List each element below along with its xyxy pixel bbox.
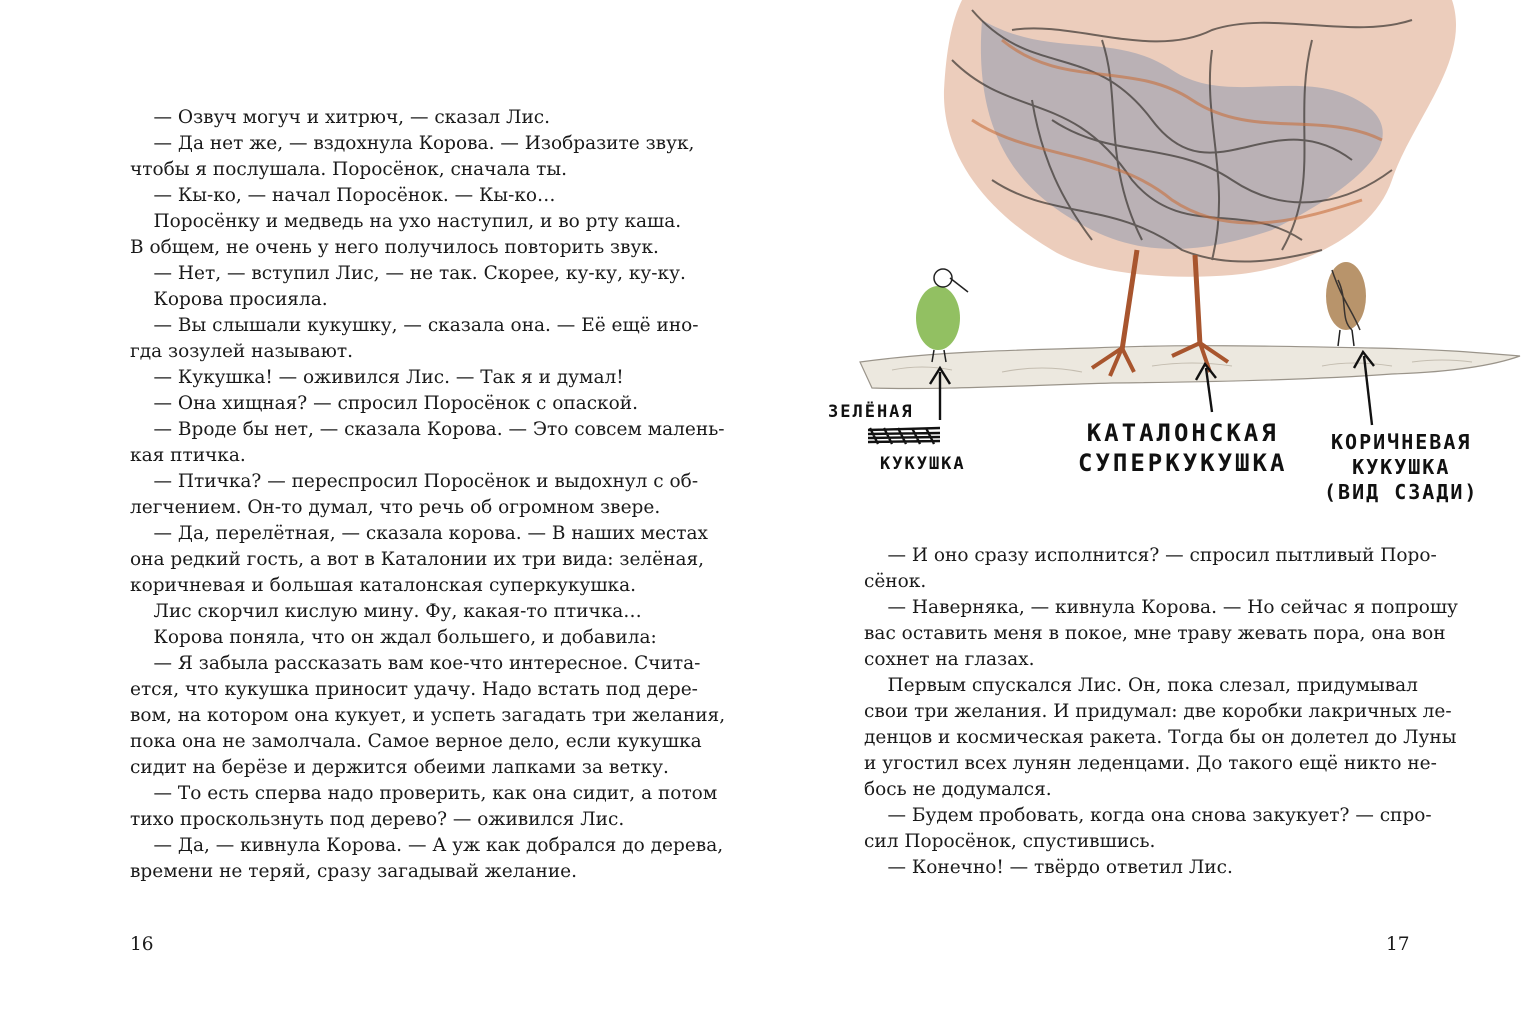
text-line: ется, что кукушка приносит удачу. Надо встать под дере-	[130, 679, 698, 700]
label-brown-cuckoo: КОРИЧНЕВАЯ КУКУШКА (ВИД СЗАДИ)	[1324, 430, 1479, 504]
right-page-text	[864, 543, 1458, 881]
text-line: легчением. Он-то думал, что речь об огромном звере.	[130, 497, 661, 518]
text-line: — Вы слышали кукушку, — сказала она. — Её ещё ино-	[130, 315, 699, 336]
text-line: тихо проскользнуть под дерево? — оживился Лис.	[130, 809, 625, 830]
text-line: кая птичка.	[130, 445, 246, 466]
text-line: В общем, не очень у него получилось повторить звук.	[130, 237, 659, 258]
page-number-right: 17	[1386, 934, 1410, 955]
text-line: и угостил всех лунян леденцами. До такого ещё никто не-	[864, 753, 1437, 774]
brown-cuckoo	[1326, 262, 1366, 346]
text-line: свои три желания. И придумал: две коробки лакричных ле-	[864, 701, 1452, 722]
text-line: — Вроде бы нет, — сказала Корова. — Это совсем малень-	[130, 419, 725, 440]
text-line: коричневая и большая каталонская суперкукушка.	[130, 575, 636, 596]
text-line: — Птичка? — переспросил Поросёнок и выдохнул с об-	[130, 471, 699, 492]
text-line: гда зозулей называют.	[130, 341, 353, 362]
text-line: вом, на котором она кукует, и успеть загадать три желания,	[130, 705, 726, 726]
text-line: Поросёнку и медведь на ухо наступил, и во рту каша.	[130, 211, 682, 232]
text-line: Лис скорчил кислую мину. Фу, какая-то птичка…	[130, 601, 642, 622]
text-line: — Да нет же, — вздохнула Корова. — Изобразите звук,	[130, 133, 695, 154]
text-line: — И оно сразу исполнится? — спросил пытливый Поро-	[864, 545, 1437, 566]
text-line: — То есть сперва надо проверить, как она сидит, а потом	[130, 783, 718, 804]
text-line: Корова просияла.	[130, 289, 328, 310]
text-line: чтобы я послушала. Поросёнок, сначала ты.	[130, 159, 567, 180]
text-line: — Да, — кивнула Корова. — А уж как добрался до дерева,	[130, 835, 724, 856]
label-cuckoo: КУКУШКА	[880, 454, 966, 474]
crossed-out-word	[866, 424, 942, 448]
text-line: Корова поняла, что он ждал большего, и добавила:	[130, 627, 657, 648]
text-line: сохнет на глазах.	[864, 649, 1035, 670]
text-line: сидит на берёзе и держится обеими лапками за ветку.	[130, 757, 669, 778]
text-line: — Кы-ко, — начал Поросёнок. — Кы-ко…	[130, 185, 556, 206]
text-line: — Она хищная? — спросил Поросёнок с опаской.	[130, 393, 638, 414]
text-line: — Наверняка, — кивнула Корова. — Но сейчас я попрошу	[864, 597, 1458, 618]
text-line: — Кукушка! — оживился Лис. — Так я и думал!	[130, 367, 624, 388]
text-line: — Конечно! — твёрдо ответил Лис.	[864, 857, 1233, 878]
text-line: — Озвуч могуч и хитрюч, — сказал Лис.	[130, 107, 551, 128]
text-line: она редкий гость, а вот в Каталонии их три вида: зелёная,	[130, 549, 705, 570]
text-line: — Я забыла рассказать вам кое-что интересное. Счита-	[130, 653, 701, 674]
label-catalan-supercuckoo: КАТАЛОНСКАЯ СУПЕРКУКУШКА	[1078, 419, 1288, 477]
page-number-left: 16	[130, 934, 154, 955]
text-line: вас оставить меня в покое, мне траву жевать пора, она вон	[864, 623, 1446, 644]
green-cuckoo	[916, 269, 968, 362]
text-line: пока она не замолчала. Самое верное дело, если кукушка	[130, 731, 702, 752]
text-line: сёнок.	[864, 571, 927, 592]
text-line: — Нет, — вступил Лис, — не так. Скорее, ку-ку, ку-ку.	[130, 263, 686, 284]
text-line: времени не теряй, сразу загадывай желание.	[130, 861, 577, 882]
catalan-supercuckoo	[944, 0, 1456, 376]
ground	[860, 346, 1520, 389]
text-line: — Будем пробовать, когда она снова закукует? — спро-	[864, 805, 1432, 826]
label-green: ЗЕЛЁНАЯ	[828, 402, 914, 422]
text-line: бось не додумался.	[864, 779, 1052, 800]
arrow-brown	[1354, 352, 1374, 425]
text-line: — Да, перелётная, — сказала корова. — В наших местах	[130, 523, 708, 544]
text-line: денцов и космическая ракета. Тогда бы он долетел до Луны	[864, 727, 1457, 748]
left-page-text	[130, 105, 726, 885]
text-line: Первым спускался Лис. Он, пока слезал, придумывал	[864, 675, 1418, 696]
text-line: сил Поросёнок, спустившись.	[864, 831, 1156, 852]
